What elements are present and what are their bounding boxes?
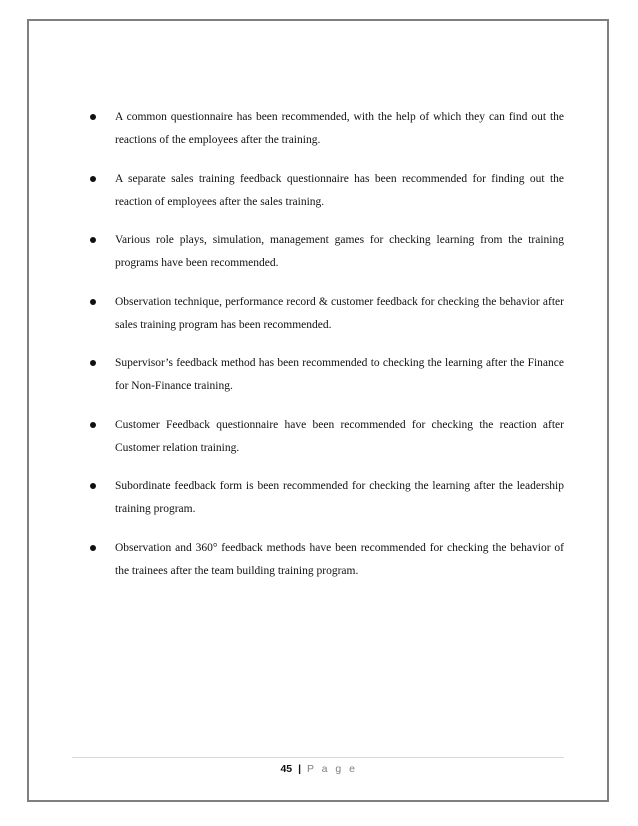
list-item: [86, 168, 564, 214]
bullet-icon: [90, 360, 96, 366]
list-item: [86, 291, 564, 337]
bullet-icon: [90, 422, 96, 428]
list-item-text: A common questionnaire has been recommended, with the help of which they can find out the reactions of the employees after the training.: [115, 111, 564, 146]
recommendations-list: [86, 106, 564, 598]
list-item-text: Observation technique, performance record & customer feedback for checking the behavior after sales training program has been recommended.: [115, 295, 564, 331]
list-item-text: Various role plays, simulation, management games for checking learning from the training programs have been recommended.: [115, 234, 564, 269]
list-item-text: Supervisor’s feedback method has been recommended to checking the learning after the Finance for Non-Finance training.: [115, 357, 564, 392]
footer-divider: [72, 757, 564, 758]
list-item: [86, 352, 564, 398]
page-label: P a g e: [306, 763, 358, 775]
list-item-text: Observation and 360° feedback methods have been recommended for checking the behavior of the trainees after the team building training program.: [115, 541, 564, 577]
list-item: [86, 475, 564, 521]
list-item-text: Subordinate feedback form is been recommended for checking the learning after the leadership training program.: [115, 480, 564, 515]
bullet-icon: [90, 114, 96, 120]
list-item: [86, 106, 564, 152]
footer-separator: |: [298, 763, 302, 775]
list-item: [86, 414, 564, 460]
list-item-text: Customer Feedback questionnaire have been recommended for checking the reaction after Customer relation training.: [115, 418, 564, 454]
bullet-icon: [90, 299, 96, 305]
bullet-icon: [90, 483, 96, 489]
page-footer: [0, 761, 638, 777]
bullet-icon: [90, 237, 96, 243]
page-number: 45: [280, 763, 293, 775]
list-item: [86, 229, 564, 275]
list-item: [86, 537, 564, 583]
bullet-icon: [90, 176, 96, 182]
bullet-icon: [90, 545, 96, 551]
list-item-text: A separate sales training feedback questionnaire has been recommended for finding out the reaction of employees after the sales training.: [115, 172, 564, 208]
